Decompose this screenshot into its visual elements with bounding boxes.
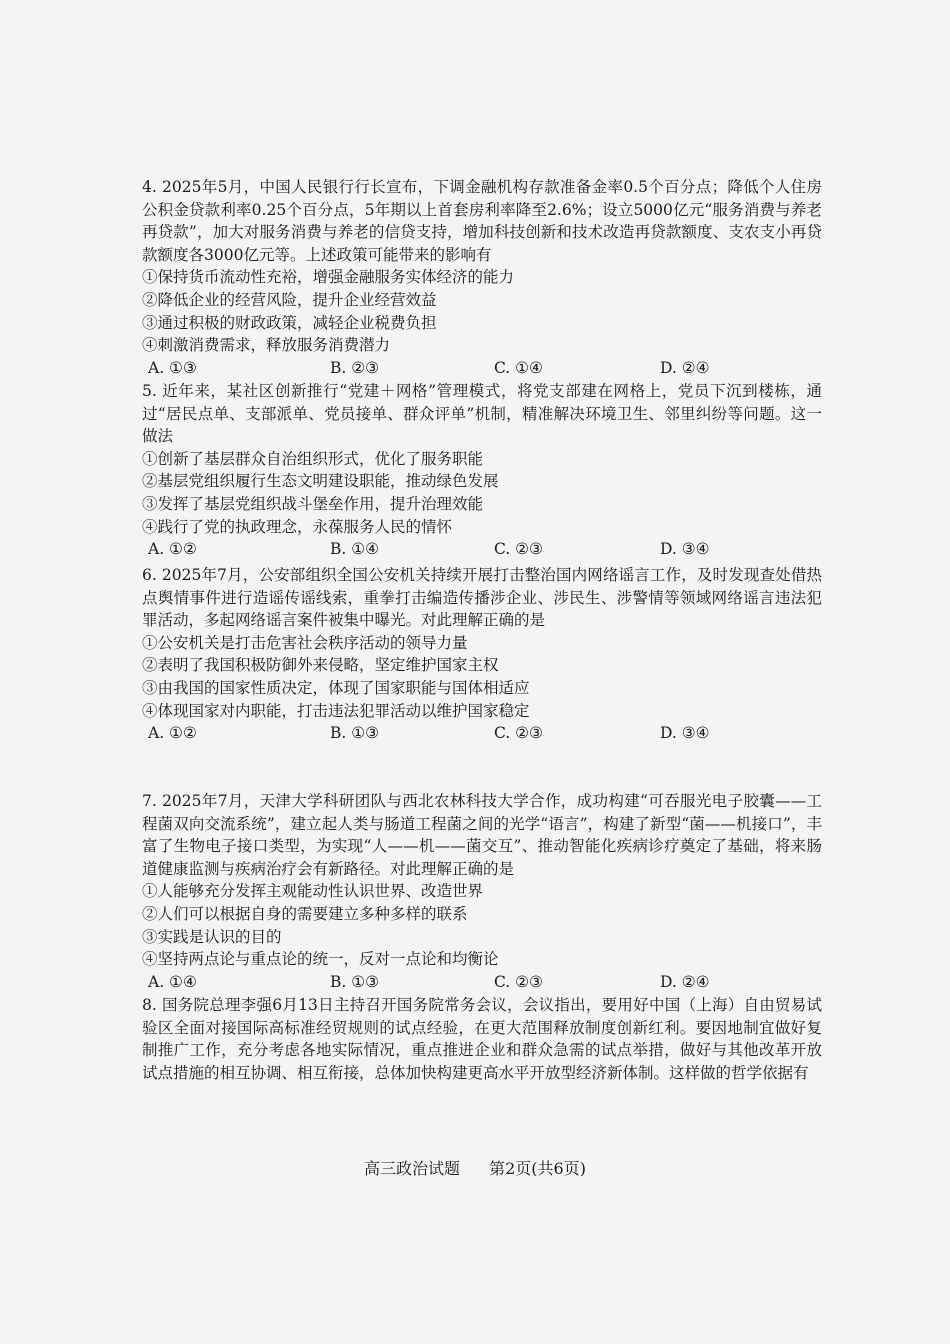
- choice-a[interactable]: A. ①②: [148, 540, 197, 559]
- statement-item: ④刺激消费需求，释放服务消费潜力: [142, 336, 391, 355]
- choice-b[interactable]: B. ②③: [330, 358, 380, 377]
- question-8: [142, 994, 822, 1084]
- question-stem: 7. 2025年7月，天津大学科研团队与西北农林科技大学合作，成功构建“可吞服光电子胶囊——工程菌双向交流系统”，建立起人类与肠道工程菌之间的光学“语言”，构建了新型“菌——机接口”，丰富了生物电子接口类型，为实现“人——机——菌交互”、推动智能化疾病诊疗奠定了基础，将来肠道健康监测与疾病治疗会有新路径。对此理解正确的是: [142, 792, 822, 878]
- statement-item: ②基层党组织履行生态文明建设职能，推动绿色发展: [142, 472, 499, 491]
- question-stem: 5. 近年来，某社区创新推行“党建＋网格”管理模式，将党支部建在网格上，党员下沉到楼栋，通过“居民点单、支部派单、党员接单、群众评单”机制，精准解决环境卫生、邻里纠纷等问题。这一做法: [142, 382, 822, 446]
- choice-c[interactable]: C. ②③: [494, 724, 543, 743]
- question-5: [142, 380, 822, 561]
- statement-item: ②表明了我国积极防御外来侵略，坚定维护国家主权: [142, 656, 499, 675]
- answer-choices: [142, 357, 822, 380]
- page-number: 第2页(共6页): [489, 1159, 586, 1178]
- statement-item: ③发挥了基层党组织战斗堡垒作用，提升治理效能: [142, 494, 484, 513]
- choice-a[interactable]: A. ①③: [148, 358, 197, 377]
- statement-item: ①创新了基层群众自治组织形式，优化了服务职能: [142, 449, 484, 468]
- choice-c[interactable]: C. ②③: [494, 972, 543, 991]
- statement-item: ④体现国家对内职能，打击违法犯罪活动以维护国家稳定: [142, 701, 530, 720]
- choice-d[interactable]: D. ③④: [660, 540, 710, 559]
- statement-item: ④践行了党的执政理念，永葆服务人民的情怀: [142, 517, 453, 536]
- statement-item: ④坚持两点论与重点论的统一，反对一点论和均衡论: [142, 950, 499, 969]
- statement-item: ③由我国的国家性质决定，体现了国家职能与国体相适应: [142, 678, 530, 697]
- choice-d[interactable]: D. ③④: [660, 724, 710, 743]
- question-stem: 4. 2025年5月，中国人民银行行长宣布，下调金融机构存款准备金率0.5个百分点；降低个人住房公积金贷款利率0.25个百分点，5年期以上首套房利率降至2.6%；设立5000亿元“服务消费与养老再贷款”，加大对服务消费与养老的信贷支持，增加科技创新和技术改造再贷款额度、支农支小再贷款额度各3000亿元等。上述政策可能带来的影响有: [142, 178, 822, 264]
- choice-b[interactable]: B. ①③: [330, 972, 380, 991]
- statement-item: ③实践是认识的目的: [142, 927, 282, 946]
- statement-item: ②人们可以根据自身的需要建立多种多样的联系: [142, 904, 468, 923]
- choice-c[interactable]: C. ②③: [494, 540, 543, 559]
- question-7: [142, 790, 822, 994]
- exam-title: 高三政治试题: [364, 1159, 461, 1178]
- question-stem: 8. 国务院总理李强6月13日主持召开国务院常务会议，会议指出，要用好中国（上海）自由贸易试验区全面对接国际高标准经贸规则的试点经验，在更大范围释放制度创新红利。要因地制宜做好复制推广工作，充分考虑各地实际情况，重点推进企业和群众急需的试点举措，做好与其他改革开放试点措施的相互协调、相互衔接，总体加快构建更高水平开放型经济新体制。这样做的哲学依据有: [142, 996, 822, 1082]
- question-4: [142, 176, 822, 380]
- statement-item: ①人能够充分发挥主观能动性认识世界、改造世界: [142, 882, 484, 901]
- answer-choices: [142, 538, 822, 561]
- question-6: [142, 564, 822, 745]
- answer-choices: [142, 722, 822, 745]
- choice-d[interactable]: D. ②④: [660, 972, 710, 991]
- statement-item: ②降低企业的经营风险，提升企业经营效益: [142, 290, 437, 309]
- choice-d[interactable]: D. ②④: [660, 358, 710, 377]
- statement-item: ①公安机关是打击危害社会秩序活动的领导力量: [142, 633, 468, 652]
- choice-a[interactable]: A. ①④: [148, 972, 197, 991]
- choice-a[interactable]: A. ①②: [148, 724, 197, 743]
- page-footer: [0, 1156, 950, 1179]
- choice-c[interactable]: C. ①④: [494, 358, 543, 377]
- choice-b[interactable]: B. ①③: [330, 724, 380, 743]
- question-stem: 6. 2025年7月，公安部组织全国公安机关持续开展打击整治国内网络谣言工作，及时发现查处借热点舆情事件进行造谣传谣线索，重拳打击编造传播涉企业、涉民生、涉警情等领域网络谣言违法犯罪活动，多起网络谣言案件被集中曝光。对此理解正确的是: [142, 566, 822, 630]
- choice-b[interactable]: B. ①④: [330, 540, 380, 559]
- statement-item: ③通过积极的财政政策，减轻企业税费负担: [142, 313, 437, 332]
- statement-item: ①保持货币流动性充裕，增强金融服务实体经济的能力: [142, 268, 515, 287]
- answer-choices: [142, 971, 822, 994]
